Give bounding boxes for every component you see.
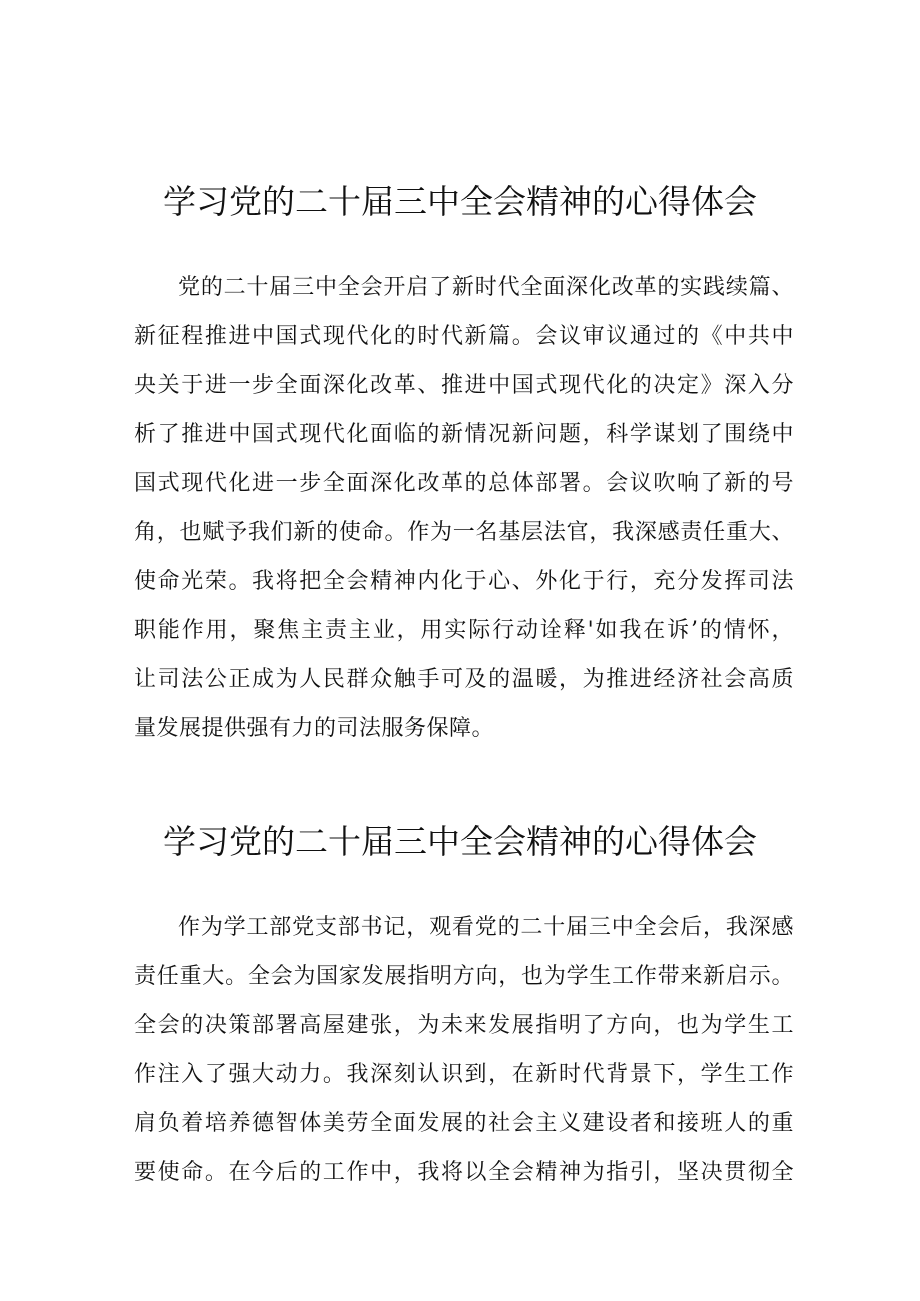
- section-1-line: 职能作用，聚焦主责主业，用实际行动诠释'如我在诉’的情怀，: [134, 618, 794, 643]
- section-2-line: 全会的决策部署高屋建张，为未来发展指明了方向，也为学生工: [134, 1013, 794, 1038]
- section-1-line: 党的二十届三中全会开启了新时代全面深化改革的实践续篇、: [178, 275, 794, 300]
- section-2-line: 作为学工部党支部书记，观看党的二十届三中全会后，我深感: [178, 915, 794, 940]
- section-1-body: [134, 270, 794, 760]
- section-1-line: 央关于进一步全面深化改革、推进中国式现代化的决定》深入分: [134, 373, 794, 398]
- section-1-line: 角，也赋予我们新的使命。作为一名基层法官，我深感责任重大、: [134, 520, 794, 545]
- section-1-title: 学习党的二十届三中全会精神的心得体会: [163, 182, 757, 221]
- section-1-line: 量发展提供强有力的司法服务保障。: [134, 716, 495, 741]
- section-1-line: 析了推进中国式现代化面临的新情况新问题，科学谋划了围绕中: [134, 422, 794, 447]
- section-1-line: 让司法公正成为人民群众触手可及的温暖，为推进经济社会高质: [134, 667, 794, 692]
- section-2-line: 肩负着培养德智体美劳全面发展的社会主义建设者和接班人的重: [134, 1111, 794, 1136]
- section-2-body: [134, 910, 794, 1204]
- section-2-line: 要使命。在今后的工作中，我将以全会精神为指引，坚决贯彻全: [134, 1160, 794, 1185]
- section-1-line: 新征程推进中国式现代化的时代新篇。会议审议通过的《中共中: [134, 324, 794, 349]
- section-2-line: 作注入了强大动力。我深刻认识到，在新时代背景下，学生工作: [134, 1062, 794, 1087]
- section-1-line: 使命光荣。我将把全会精神内化于心、外化于行，充分发挥司法: [134, 569, 794, 594]
- section-1-line: 国式现代化进一步全面深化改革的总体部署。会议吹响了新的号: [134, 471, 794, 496]
- section-2-title: 学习党的二十届三中全会精神的心得体会: [163, 822, 757, 861]
- section-2-line: 责任重大。全会为国家发展指明方向，也为学生工作带来新启示。: [134, 964, 794, 989]
